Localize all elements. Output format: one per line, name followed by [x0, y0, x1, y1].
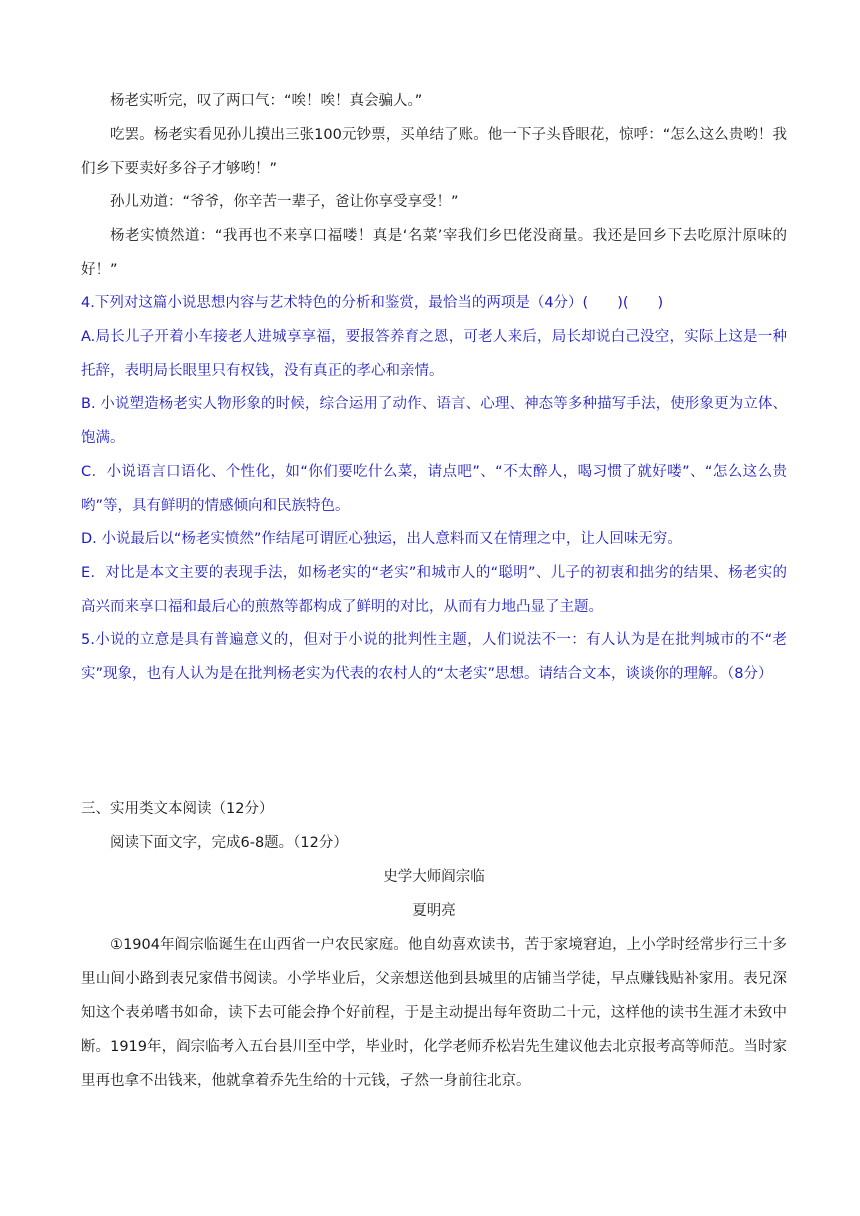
story-paragraph-2: 吃罢。杨老实看见孙儿摸出三张100元钞票，买单结了账。他一下子头昏眼花，惊呼：“怎么这么贵哟！我们乡下要卖好多谷子才够哟！”: [81, 127, 787, 177]
option-a: A.局长儿子开着小车接老人进城享享福，要报答养育之恩，可老人来后，局长却说白己没空，实际上这是一种托辞，表明局长眼里只有权钱，没有真正的孝心和亲情。: [81, 329, 787, 379]
question-4: 4.下列对这篇小说思想内容与艺术特色的分析和鉴赏，最恰当的两项是（4分）( )( ): [81, 295, 664, 311]
option-c: C．小说语言口语化、个性化，如“你们要吃什么菜，请点吧”、“不太醉人，喝习惯了就好喽”、“怎么这么贵哟”等，具有鲜明的情感倾向和民族特色。: [81, 464, 787, 514]
option-e: E．对比是本文主要的表现手法，如杨老实的“老实”和城市人的“聪明”、儿子的初衷和拙劣的结果、杨老实的高兴而来享口福和最后心的煎熬等都构成了鲜明的对比，从而有力地凸显了主题。: [81, 565, 787, 615]
story-paragraph-4: 杨老实愤然道：“我再也不来享口福喽！真是‘名菜’宰我们乡巴佬没商量。我还是回乡下去吃原汁原味的好！”: [81, 228, 787, 278]
option-d: D. 小说最后以“杨老实愤然”作结尾可谓匠心独运，出人意料而又在情理之中，让人回味无穷。: [81, 531, 682, 547]
section-heading: 三、实用类文本阅读（12分）: [81, 801, 274, 817]
article-paragraph-1: ①1904年阎宗临诞生在山西省一户农民家庭。他自幼喜欢读书，苦于家境窘迫，上小学时经常步行三十多里山间小路到表兄家借书阅读。小学毕业后，父亲想送他到县城里的店铺当学徒，早点赚钱贴补家用。表兄深知这个表弟嗜书如命，读下去可能会挣个好前程，于是主动提出每年资助二十元，这样他的读书生涯才未致中断。1919年，阎宗临考入五台县川至中学，毕业时，化学老师乔松岩先生建议他去北京报考高等师范。当时家里再也拿不出钱来，他就拿着乔先生给的十元钱，孑然一身前往北京。: [81, 937, 787, 1089]
question-5: 5.小说的立意是具有普遍意义的，但对于小说的批判性主题，人们说法不一：有人认为是在批判城市的不“老实”现象，也有人认为是在批判杨老实为代表的农村人的“太老实”思想。请结合文本，谈谈你的理解。（8分）: [81, 632, 787, 682]
option-b: B. 小说塑造杨老实人物形象的时候，综合运用了动作、语言、心理、神态等多种描写手法，使形象更为立体、饱满。: [81, 396, 787, 446]
story-paragraph-3: 孙儿劝道：“爷爷，你辛苦一辈子，爸让你享受享受！”: [110, 194, 459, 210]
article-title: 史学大师阎宗临: [383, 869, 485, 885]
article-author: 夏明亮: [412, 903, 456, 919]
story-paragraph-1: 杨老实听完，叹了两口气：“唉！唉！真会骗人。”: [110, 93, 423, 109]
section-instruction: 阅读下面文字，完成6-8题。（12分）: [110, 835, 348, 851]
